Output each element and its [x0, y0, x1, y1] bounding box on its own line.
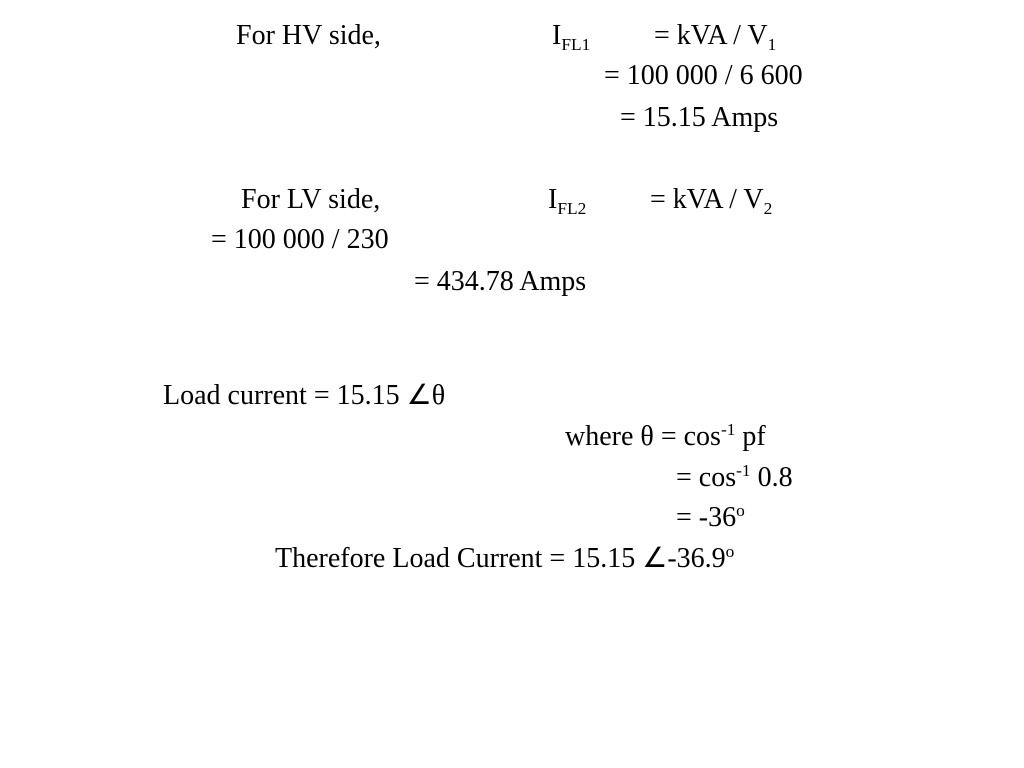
lv-symbol — [548, 184, 587, 219]
where-sup: -1 — [720, 420, 736, 440]
lv-formula-text: = kVA / V — [650, 184, 764, 215]
cos-sup: -1 — [736, 461, 751, 481]
hv-formula — [654, 20, 777, 55]
where-theta-line — [565, 420, 766, 452]
lv-symbol-sub: FL2 — [557, 199, 587, 219]
lv-formula — [650, 184, 773, 219]
therefore-text: Therefore Load Current = 15.15 ∠-36.9 — [275, 543, 726, 574]
cos-suffix: 0.8 — [750, 462, 793, 493]
hv-formula-text: = kVA / V — [654, 20, 768, 51]
lv-step2: = 100 000 / 230 — [211, 224, 389, 255]
lv-label: For LV side, — [241, 184, 381, 215]
hv-symbol-sub: FL1 — [561, 35, 591, 55]
load-current-line: Load current = 15.15 ∠θ — [163, 380, 446, 411]
lv-result: = 434.78 Amps — [414, 266, 587, 297]
hv-step2: = 100 000 / 6 600 — [604, 60, 803, 91]
angle-line — [676, 501, 745, 533]
angle-sup: o — [736, 501, 745, 521]
hv-symbol-letter: I — [552, 20, 562, 51]
hv-formula-sub: 1 — [767, 35, 777, 55]
where-suffix: pf — [735, 421, 766, 452]
cos-value-line — [676, 461, 793, 493]
angle-text: = -36 — [676, 502, 737, 533]
where-text: where θ = cos — [565, 421, 721, 452]
hv-symbol — [552, 20, 591, 55]
hv-result: = 15.15 Amps — [620, 102, 779, 133]
hv-label: For HV side, — [236, 20, 381, 51]
therefore-line — [275, 542, 735, 574]
cos-text: = cos — [676, 462, 737, 493]
lv-symbol-letter: I — [548, 184, 558, 215]
therefore-sup: o — [725, 542, 735, 562]
lv-formula-sub: 2 — [763, 199, 773, 219]
